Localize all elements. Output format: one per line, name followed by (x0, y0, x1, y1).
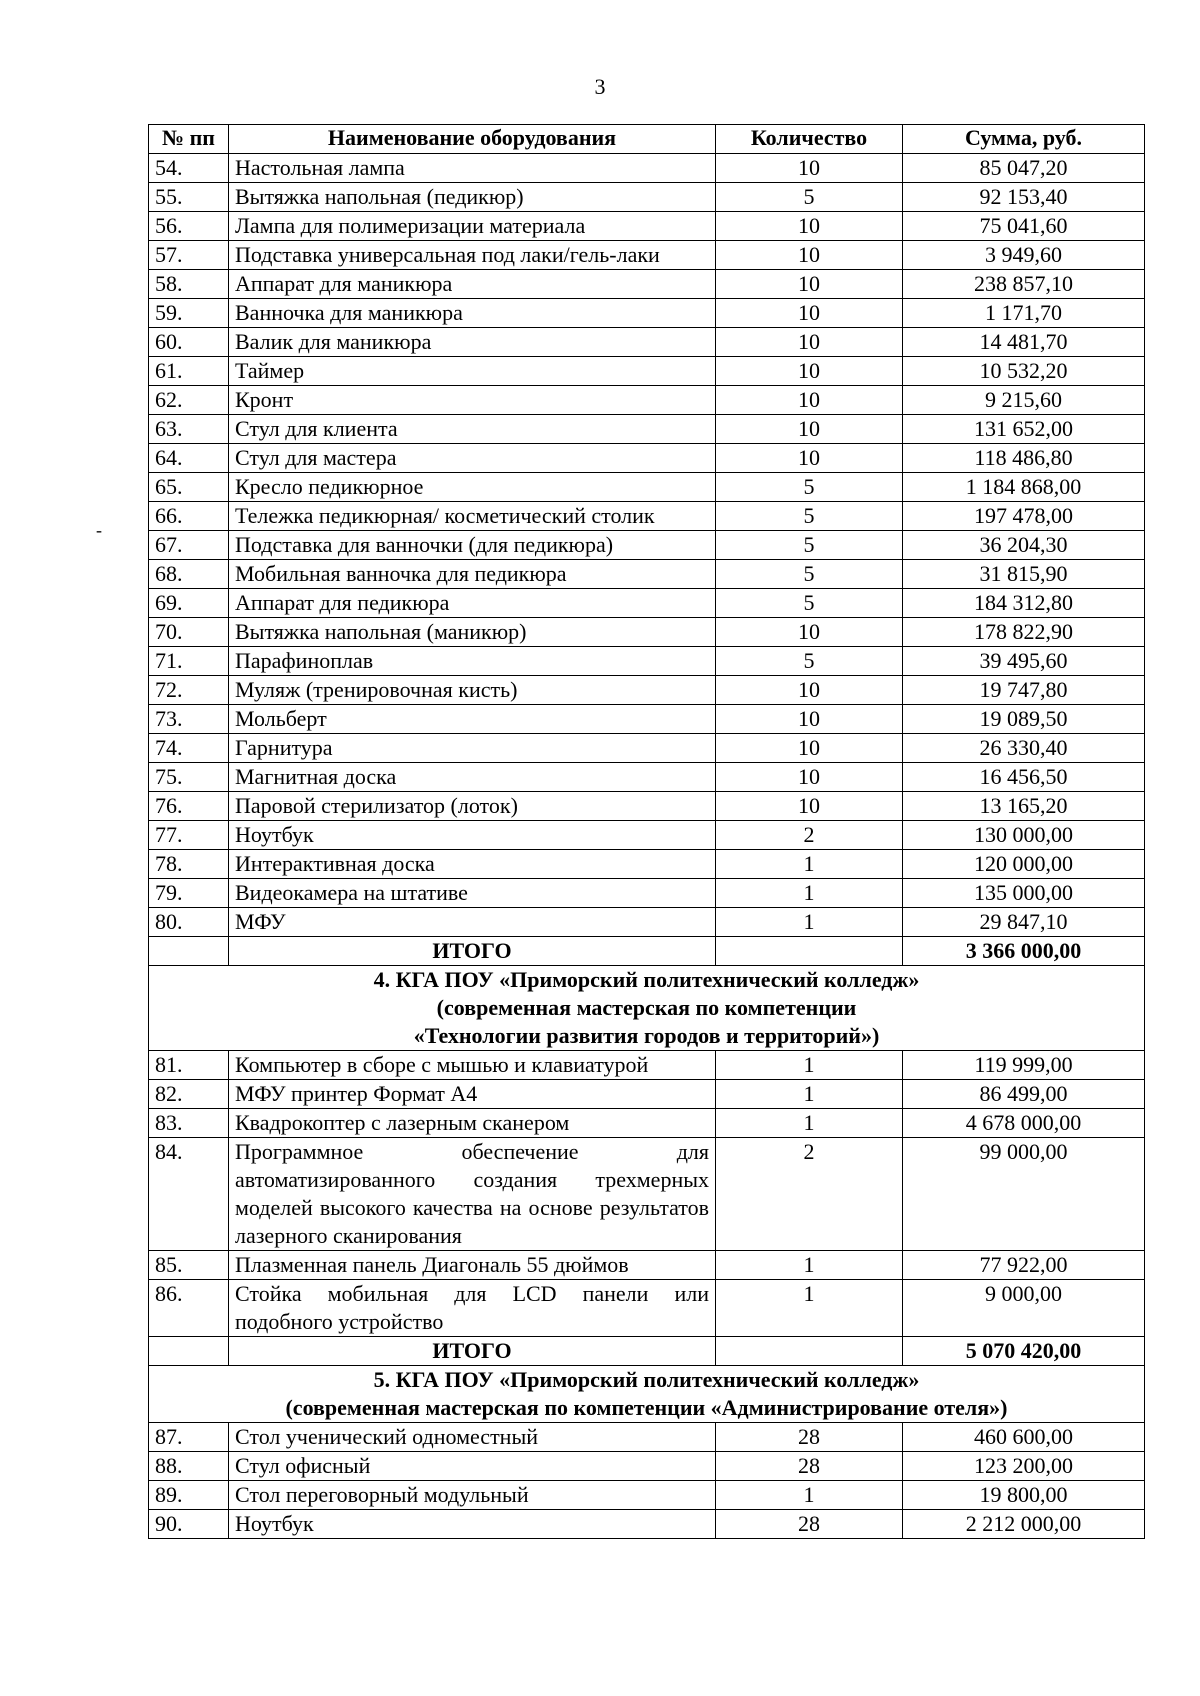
row-name: Подставка универсальная под лаки/гель-лаки (229, 241, 716, 270)
row-num: 61. (149, 357, 229, 386)
row-qty: 10 (716, 270, 903, 299)
rows-b (149, 1051, 1145, 1337)
row-sum: 118 486,80 (903, 444, 1145, 473)
row-sum: 92 153,40 (903, 183, 1145, 212)
row-sum: 13 165,20 (903, 792, 1145, 821)
row-sum: 9 215,60 (903, 386, 1145, 415)
row-name: Подставка для ванночки (для педикюра) (229, 531, 716, 560)
row-num: 82. (149, 1080, 229, 1109)
table-row (149, 1080, 1145, 1109)
row-sum: 460 600,00 (903, 1423, 1145, 1452)
row-qty: 1 (716, 879, 903, 908)
table-row (149, 1051, 1145, 1080)
row-name: Валик для маникюра (229, 328, 716, 357)
row-sum: 4 678 000,00 (903, 1109, 1145, 1138)
row-qty: 5 (716, 531, 903, 560)
table-row (149, 908, 1145, 937)
row-num: 70. (149, 618, 229, 647)
row-num: 75. (149, 763, 229, 792)
row-qty: 10 (716, 328, 903, 357)
row-qty: 2 (716, 821, 903, 850)
table-row (149, 473, 1145, 502)
table-row (149, 879, 1145, 908)
section-4-line3: «Технологии развития городов и территорий») (413, 1023, 880, 1048)
row-name: Магнитная доска (229, 763, 716, 792)
row-name: Стул офисный (229, 1452, 716, 1481)
row-num: 57. (149, 241, 229, 270)
row-num: 88. (149, 1452, 229, 1481)
row-name: Ванночка для маникюра (229, 299, 716, 328)
row-name: Плазменная панель Диагональ 55 дюймов (229, 1251, 716, 1280)
row-sum: 197 478,00 (903, 502, 1145, 531)
section-5-line1: 5. КГА ПОУ «Приморский политехнический колледж» (373, 1367, 920, 1392)
row-num: 81. (149, 1051, 229, 1080)
row-num: 79. (149, 879, 229, 908)
row-qty: 1 (716, 908, 903, 937)
row-sum: 14 481,70 (903, 328, 1145, 357)
row-name: Кресло педикюрное (229, 473, 716, 502)
row-num: 85. (149, 1251, 229, 1280)
row-name: Аппарат для маникюра (229, 270, 716, 299)
row-qty: 1 (716, 1080, 903, 1109)
row-num: 73. (149, 705, 229, 734)
table-row (149, 1481, 1145, 1510)
row-sum: 3 949,60 (903, 241, 1145, 270)
row-num: 55. (149, 183, 229, 212)
row-qty: 5 (716, 473, 903, 502)
row-name: Вытяжка напольная (педикюр) (229, 183, 716, 212)
total-label: ИТОГО (229, 937, 716, 966)
row-qty: 10 (716, 763, 903, 792)
row-name: Стойка мобильная для LCD панели или подобного устройство (229, 1280, 716, 1337)
row-qty: 5 (716, 589, 903, 618)
header-qty: Количество (716, 125, 903, 154)
row-sum: 119 999,00 (903, 1051, 1145, 1080)
row-sum: 10 532,20 (903, 357, 1145, 386)
table-row (149, 1109, 1145, 1138)
total-row-b (149, 1337, 1145, 1366)
row-num: 67. (149, 531, 229, 560)
row-name: МФУ принтер Формат А4 (229, 1080, 716, 1109)
row-sum: 184 312,80 (903, 589, 1145, 618)
row-num: 83. (149, 1109, 229, 1138)
row-sum: 99 000,00 (903, 1138, 1145, 1251)
row-qty: 10 (716, 386, 903, 415)
row-qty: 28 (716, 1510, 903, 1539)
row-sum: 238 857,10 (903, 270, 1145, 299)
section-4-line2: (современная мастерская по компетенции (436, 995, 857, 1020)
row-num: 69. (149, 589, 229, 618)
table-row (149, 357, 1145, 386)
table-row (149, 1251, 1145, 1280)
row-qty: 1 (716, 1280, 903, 1337)
row-name: Программное обеспечение для автоматизированного создания трехмерных моделей высокого качества на основе результатов лазерного сканирования (229, 1138, 716, 1251)
table-row (149, 618, 1145, 647)
total-sum: 5 070 420,00 (903, 1337, 1145, 1366)
row-name: Парафиноплав (229, 647, 716, 676)
table-row (149, 705, 1145, 734)
row-name: Квадрокоптер с лазерным сканером (229, 1109, 716, 1138)
table-row (149, 821, 1145, 850)
row-sum: 31 815,90 (903, 560, 1145, 589)
row-sum: 123 200,00 (903, 1452, 1145, 1481)
table-row (149, 328, 1145, 357)
row-name: Вытяжка напольная (маникюр) (229, 618, 716, 647)
row-name: Ноутбук (229, 1510, 716, 1539)
table-row (149, 560, 1145, 589)
row-sum: 178 822,90 (903, 618, 1145, 647)
table-row (149, 531, 1145, 560)
row-qty: 10 (716, 415, 903, 444)
row-num: 90. (149, 1510, 229, 1539)
row-qty: 5 (716, 183, 903, 212)
total-label: ИТОГО (229, 1337, 716, 1366)
table-row (149, 241, 1145, 270)
row-qty: 28 (716, 1452, 903, 1481)
table-row (149, 850, 1145, 879)
row-name: Муляж (тренировочная кисть) (229, 676, 716, 705)
row-name: Паровой стерилизатор (лоток) (229, 792, 716, 821)
table-row (149, 676, 1145, 705)
table-row (149, 154, 1145, 183)
table-row (149, 589, 1145, 618)
section-5-line2: (современная мастерская по компетенции «Администрирование отеля») (285, 1395, 1008, 1420)
row-qty: 1 (716, 1481, 903, 1510)
row-qty: 10 (716, 618, 903, 647)
row-num: 63. (149, 415, 229, 444)
row-num: 54. (149, 154, 229, 183)
section-heading-4 (149, 966, 1145, 1051)
equipment-table (148, 124, 1145, 1539)
row-sum: 130 000,00 (903, 821, 1145, 850)
row-sum: 19 089,50 (903, 705, 1145, 734)
row-name: МФУ (229, 908, 716, 937)
table-row (149, 299, 1145, 328)
row-name: Стол переговорный модульный (229, 1481, 716, 1510)
table-row (149, 763, 1145, 792)
row-sum: 131 652,00 (903, 415, 1145, 444)
row-sum: 19 800,00 (903, 1481, 1145, 1510)
row-qty: 10 (716, 212, 903, 241)
section-heading-5 (149, 1366, 1145, 1423)
row-num: 76. (149, 792, 229, 821)
row-qty: 28 (716, 1423, 903, 1452)
row-num: 62. (149, 386, 229, 415)
row-qty: 1 (716, 850, 903, 879)
row-qty: 5 (716, 560, 903, 589)
row-name: Стул для клиента (229, 415, 716, 444)
table-row (149, 734, 1145, 763)
row-num: 80. (149, 908, 229, 937)
total-sum: 3 366 000,00 (903, 937, 1145, 966)
table-row (149, 183, 1145, 212)
table-header-row (149, 125, 1145, 154)
row-num: 86. (149, 1280, 229, 1337)
row-qty: 10 (716, 444, 903, 473)
table-row (149, 270, 1145, 299)
row-num: 66. (149, 502, 229, 531)
row-num: 68. (149, 560, 229, 589)
row-sum: 86 499,00 (903, 1080, 1145, 1109)
rows-c (149, 1423, 1145, 1539)
row-sum: 85 047,20 (903, 154, 1145, 183)
row-num: 59. (149, 299, 229, 328)
row-name: Мольберт (229, 705, 716, 734)
row-name: Настольная лампа (229, 154, 716, 183)
row-sum: 16 456,50 (903, 763, 1145, 792)
row-name: Лампа для полимеризации материала (229, 212, 716, 241)
row-sum: 2 212 000,00 (903, 1510, 1145, 1539)
row-name: Кронт (229, 386, 716, 415)
row-sum: 120 000,00 (903, 850, 1145, 879)
row-name: Компьютер в сборе с мышью и клавиатурой (229, 1051, 716, 1080)
row-sum: 9 000,00 (903, 1280, 1145, 1337)
row-qty: 10 (716, 241, 903, 270)
stray-mark: - (96, 520, 102, 540)
row-name: Таймер (229, 357, 716, 386)
total-row-a (149, 937, 1145, 966)
table-row (149, 444, 1145, 473)
table-row (149, 792, 1145, 821)
row-qty: 5 (716, 647, 903, 676)
rows-a (149, 154, 1145, 937)
row-sum: 1 171,70 (903, 299, 1145, 328)
row-qty: 1 (716, 1109, 903, 1138)
row-sum: 135 000,00 (903, 879, 1145, 908)
row-sum: 29 847,10 (903, 908, 1145, 937)
row-sum: 1 184 868,00 (903, 473, 1145, 502)
row-qty: 2 (716, 1138, 903, 1251)
row-name: Тележка педикюрная/ косметический столик (229, 502, 716, 531)
table-row (149, 502, 1145, 531)
row-num: 78. (149, 850, 229, 879)
row-num: 64. (149, 444, 229, 473)
row-num: 56. (149, 212, 229, 241)
row-num: 71. (149, 647, 229, 676)
row-name: Стол ученический одноместный (229, 1423, 716, 1452)
table-row (149, 1452, 1145, 1481)
table-row (149, 415, 1145, 444)
table-row (149, 386, 1145, 415)
table-row (149, 1280, 1145, 1337)
row-qty: 10 (716, 792, 903, 821)
row-num: 65. (149, 473, 229, 502)
row-num: 58. (149, 270, 229, 299)
row-num: 77. (149, 821, 229, 850)
row-num: 84. (149, 1138, 229, 1251)
row-qty: 1 (716, 1251, 903, 1280)
row-num: 72. (149, 676, 229, 705)
table-row (149, 647, 1145, 676)
row-name: Аппарат для педикюра (229, 589, 716, 618)
row-num: 74. (149, 734, 229, 763)
table-row (149, 1138, 1145, 1251)
row-sum: 77 922,00 (903, 1251, 1145, 1280)
row-qty: 10 (716, 734, 903, 763)
page-number: 3 (594, 74, 606, 99)
row-qty: 10 (716, 705, 903, 734)
row-sum: 26 330,40 (903, 734, 1145, 763)
row-num: 87. (149, 1423, 229, 1452)
header-sum: Сумма, руб. (903, 125, 1145, 154)
row-qty: 5 (716, 502, 903, 531)
header-name: Наименование оборудования (229, 125, 716, 154)
row-name: Видеокамера на штативе (229, 879, 716, 908)
table-row (149, 212, 1145, 241)
row-sum: 75 041,60 (903, 212, 1145, 241)
row-qty: 10 (716, 357, 903, 386)
header-num: № пп (149, 125, 229, 154)
row-sum: 36 204,30 (903, 531, 1145, 560)
section-4-line1: 4. КГА ПОУ «Приморский политехнический колледж» (373, 967, 920, 992)
row-qty: 10 (716, 676, 903, 705)
row-num: 60. (149, 328, 229, 357)
table-row (149, 1423, 1145, 1452)
row-num: 89. (149, 1481, 229, 1510)
row-name: Гарнитура (229, 734, 716, 763)
row-qty: 1 (716, 1051, 903, 1080)
row-qty: 10 (716, 154, 903, 183)
row-qty: 10 (716, 299, 903, 328)
row-name: Ноутбук (229, 821, 716, 850)
row-name: Мобильная ванночка для педикюра (229, 560, 716, 589)
row-sum: 19 747,80 (903, 676, 1145, 705)
table-row (149, 1510, 1145, 1539)
row-sum: 39 495,60 (903, 647, 1145, 676)
row-name: Интерактивная доска (229, 850, 716, 879)
row-name: Стул для мастера (229, 444, 716, 473)
